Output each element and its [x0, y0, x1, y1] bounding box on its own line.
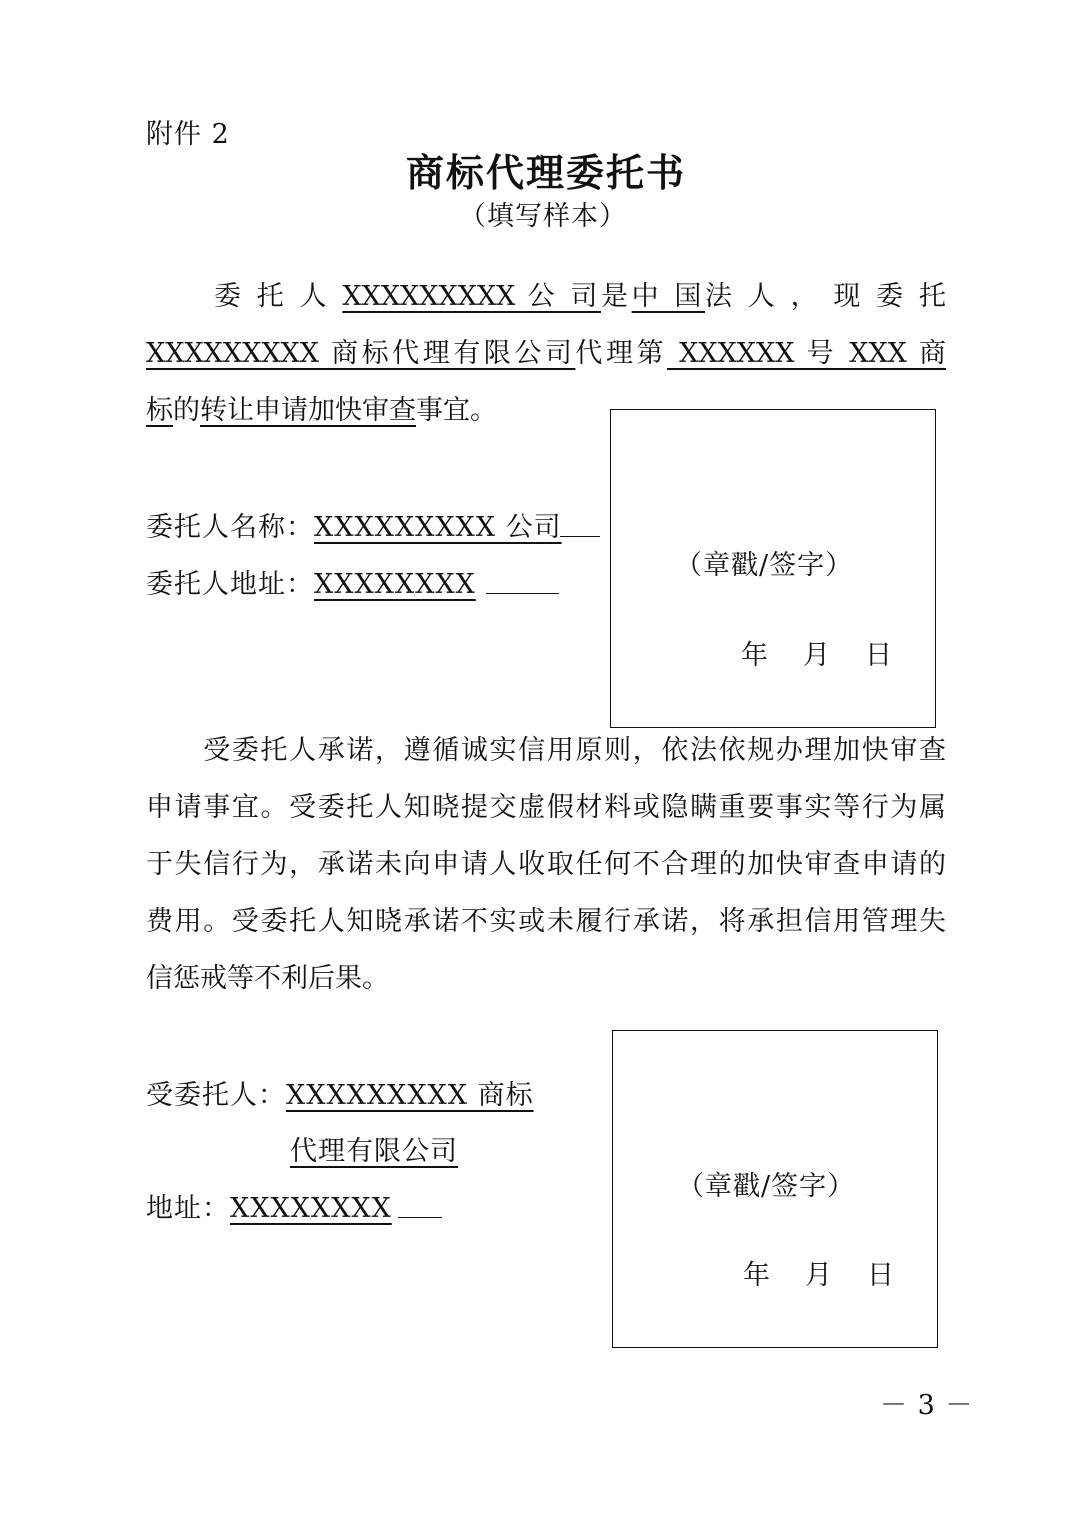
document-subtitle: （填写样本） — [459, 201, 627, 232]
principal-name-value: XXXXXXXXX 公司 — [314, 512, 562, 543]
commitment-line: 于失信行为，承诺未向申请人收取任何不合理的加快审查申请的 — [146, 849, 946, 880]
agent-address-row — [146, 1186, 392, 1225]
commitment-paragraph — [146, 722, 946, 1007]
entrust-agent-text: 代理第 — [575, 338, 668, 369]
principal-address-label: 委托人地址： — [146, 569, 314, 600]
page-number: － 3 － — [880, 1390, 974, 1421]
entrust-line-1 — [146, 268, 946, 325]
agent-label: 受委托人： — [146, 1080, 286, 1111]
stamp-box-agent — [612, 1030, 938, 1348]
principal-name-underline — [560, 536, 600, 537]
entrust-of: 的 — [173, 395, 200, 426]
agent-address-label: 地址： — [146, 1193, 230, 1224]
stamp-seal-label: （章戳/签字） — [675, 550, 854, 581]
principal-company: XXXXXXXXX 公 司 — [342, 281, 601, 312]
principal-address-underline — [486, 593, 559, 594]
stamp-box-principal — [610, 409, 936, 728]
trademark-number: XXXXXX 号 XXX 商 — [667, 338, 947, 369]
agent-name-line-1: XXXXXXXXX 商标 — [286, 1080, 534, 1111]
principal-country: 中 国 — [631, 281, 705, 312]
commitment-line: 受委托人承诺，遵循诚实信用原则，依法依规办理加快审查 — [146, 735, 946, 766]
stamp-date-label: 年 月 日 — [743, 1260, 898, 1291]
agent-address-value: XXXXXXXX — [230, 1193, 392, 1224]
stamp-seal-label: （章戳/签字） — [677, 1171, 856, 1202]
principal-name-label: 委托人名称： — [146, 512, 314, 543]
entrust-line-2 — [146, 325, 946, 382]
entrust-suffix: 法 人 ， 现 委 托 — [705, 281, 946, 312]
entrust-end: 事宜。 — [416, 395, 497, 426]
commitment-line: 申请事宜。受委托人知晓提交虚假材料或隐瞒重要事实等行为属 — [146, 792, 946, 823]
trademark-suffix: 标 — [146, 395, 173, 426]
principal-address-value: XXXXXXXX — [314, 569, 476, 600]
entrust-is: 是 — [600, 281, 632, 312]
agent-name-row — [146, 1073, 534, 1112]
agent-address-underline — [398, 1217, 442, 1218]
entrust-prefix: 委 托 人 — [214, 281, 343, 312]
entrusted-matter: 转让申请加快审查 — [200, 395, 416, 426]
attachment-label: 附件 2 — [146, 119, 230, 150]
stamp-date-label: 年 月 日 — [741, 640, 896, 671]
agency-name: XXXXXXXXX 商标代理有限公司 — [146, 338, 576, 369]
commitment-line: 信惩戒等不利后果。 — [146, 963, 389, 994]
principal-name-row — [146, 505, 562, 544]
commitment-line: 费用。受委托人知晓承诺不实或未履行承诺，将承担信用管理失 — [146, 906, 946, 937]
document-title: 商标代理委托书 — [405, 150, 686, 195]
agent-name-line-2: 代理有限公司 — [290, 1136, 458, 1167]
principal-address-row — [146, 562, 476, 601]
